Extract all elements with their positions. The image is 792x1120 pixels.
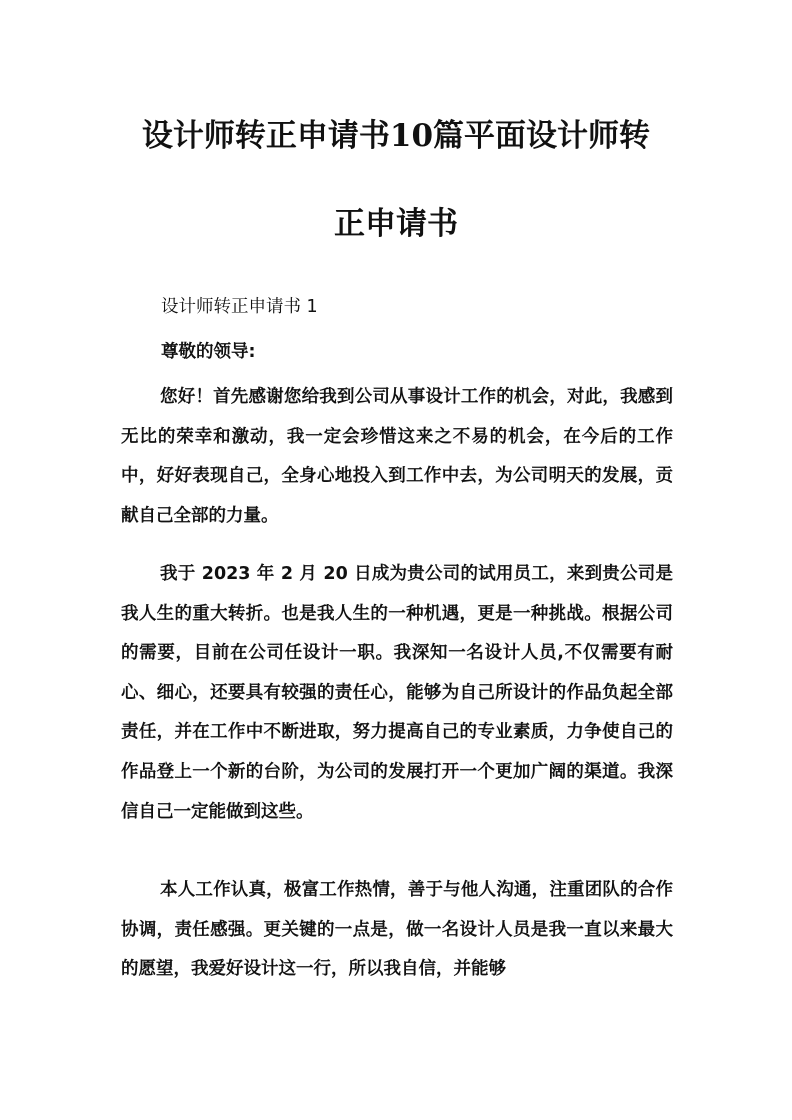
document-title-line2: 正申请书 xyxy=(334,206,458,242)
paragraph-2: 我于 2023 年 2 月 20 日成为贵公司的试用员工，来到贵公司是我人生的重大转折。也是我人生的一种机遇，更是一种挑战。根据公司的需要，目前在公司任设计一职。我深知一名设计人员,不仅需要有耐心、细心，还要具有较强的责任心，能够为自己所设计的作品负起全部责任，并在工作中不断进取，努力提高自己的专业素质，力争使自己的作品登上一个新的台阶，为公司的发展打开一个更加广阔的渠道。我深信自己一定能做到这些。 xyxy=(121,564,673,822)
document-title-line1: 设计师转正申请书10篇平面设计师转 xyxy=(141,118,651,154)
section-heading: 设计师转正申请书 1 xyxy=(161,297,318,317)
greeting: 尊敬的领导: xyxy=(161,342,256,362)
paragraph-1: 您好！首先感谢您给我到公司从事设计工作的机会，对此，我感到无比的荣幸和激动，我一定会珍惜这来之不易的机会，在今后的工作中，好好表现自己，全身心地投入到工作中去，为公司明天的发展，贡献自己全部的力量。 xyxy=(121,387,673,526)
paragraph-3: 本人工作认真，极富工作热情，善于与他人沟通，注重团队的合作协调，责任感强。更关键的一点是，做一名设计人员是我一直以来最大的愿望，我爱好设计这一行，所以我自信，并能够 xyxy=(121,880,673,980)
